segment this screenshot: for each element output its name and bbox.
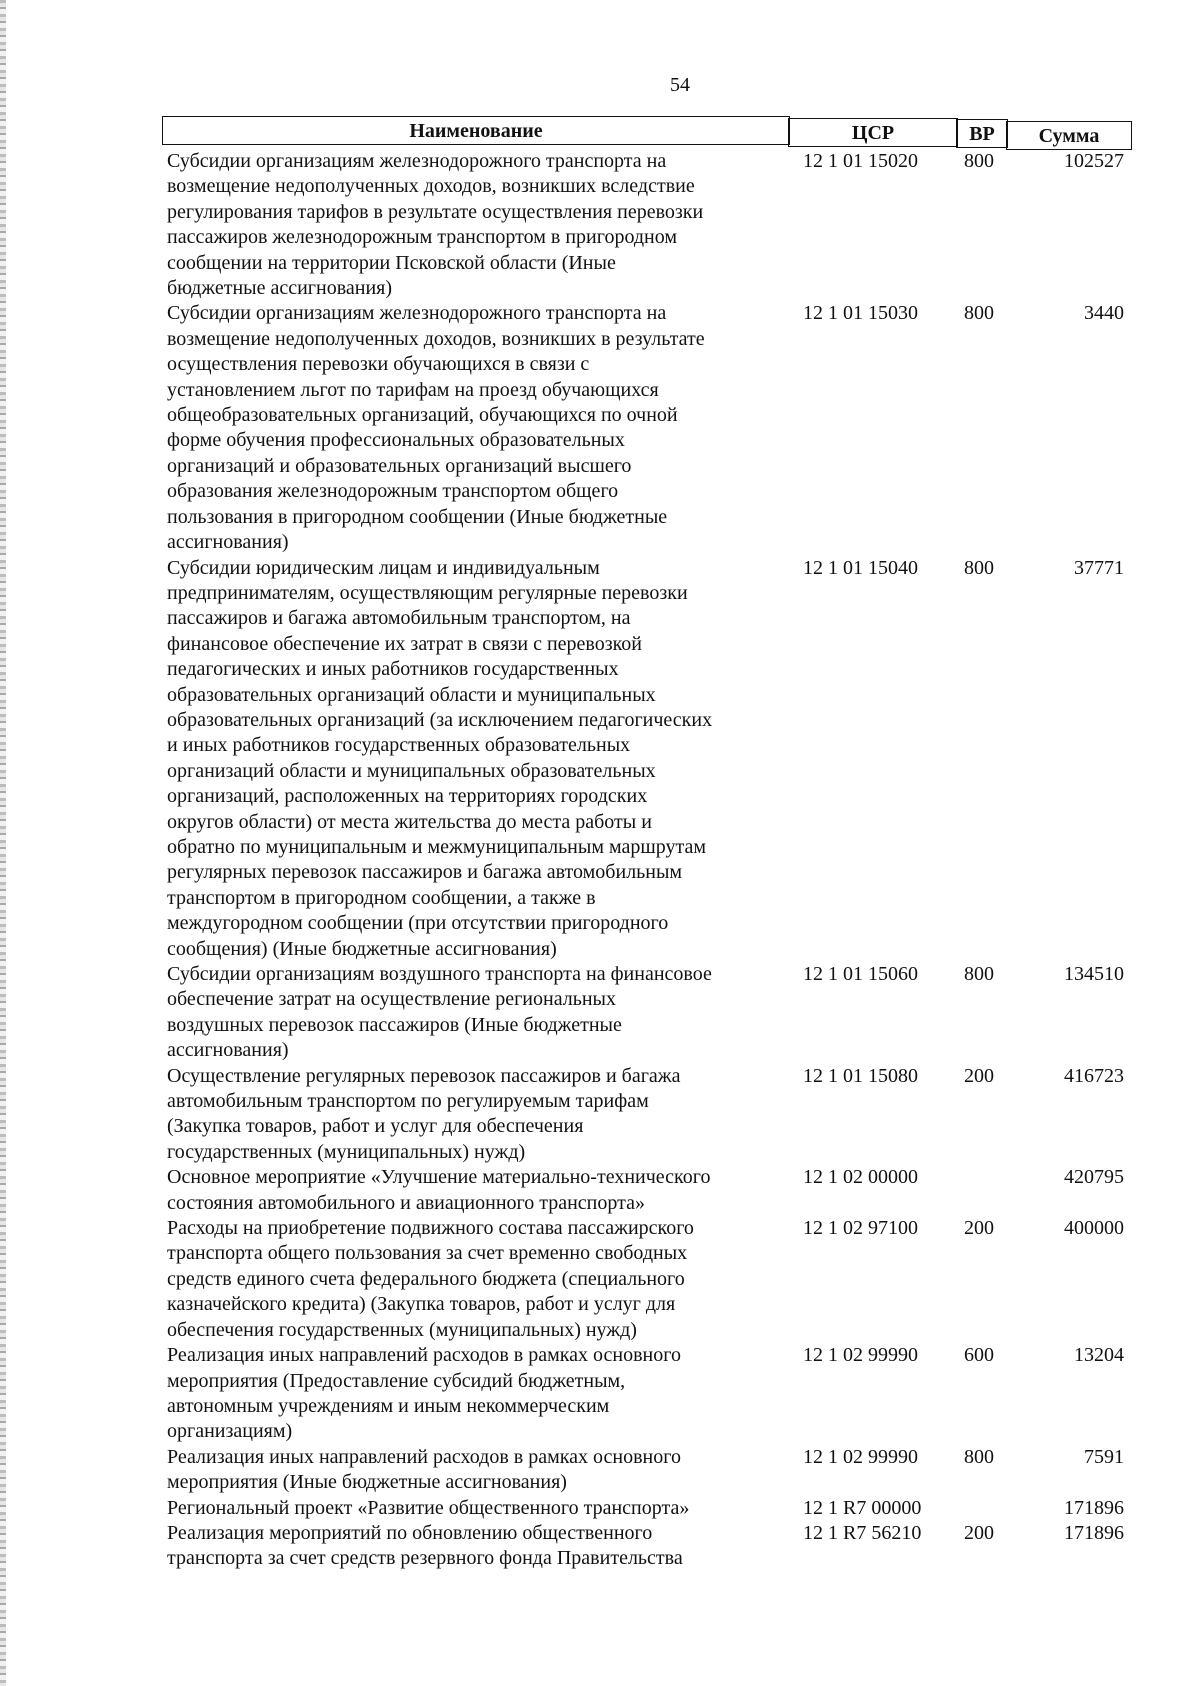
row-name-line: организаций области и муниципальных образовательных (167, 759, 656, 782)
table-row (167, 962, 1132, 1064)
row-name (167, 1064, 779, 1166)
row-sum: 7591 (1084, 1445, 1124, 1468)
row-name (167, 1165, 779, 1216)
row-name-line: осуществления перевозки обучающихся в связи с (167, 353, 590, 376)
row-name-line: Реализация иных направлений расходов в рамках основного (167, 1344, 681, 1367)
row-name-line: мероприятия (Иные бюджетные ассигнования) (167, 1471, 567, 1494)
row-sum: 134510 (1064, 963, 1124, 985)
row-name-line: пользования в пригородном сообщении (Иные бюджетные (167, 505, 668, 528)
row-csr: 12 1 02 99990 (803, 1445, 918, 1468)
row-sum: 37771 (1074, 556, 1124, 579)
row-sum: 13204 (1074, 1344, 1124, 1367)
row-name-line: округов области) от места жительства до места работы и (167, 810, 652, 833)
row-csr: 12 1 R7 00000 (803, 1496, 922, 1519)
row-name-line: ассигнования) (167, 531, 289, 554)
table-row (167, 1343, 1132, 1445)
row-csr: 12 1 01 15030 (803, 302, 918, 325)
row-sum: 420795 (1064, 1166, 1124, 1189)
table-row (167, 1216, 1132, 1343)
row-name-line: государственных (муниципальных) нужд) (167, 1140, 526, 1163)
row-name-line: обеспечение затрат на осуществление региональных (167, 988, 616, 1011)
row-vr: 600 (964, 1344, 994, 1367)
header-vr: ВР (956, 119, 1008, 148)
row-name-line: и иных работников государственных образовательных (167, 734, 631, 757)
row-name-line: организациям) (167, 1420, 293, 1443)
row-name (167, 149, 779, 301)
row-name-line: Расходы на приобретение подвижного состава пассажирского (167, 1217, 694, 1240)
table-row (167, 1445, 1132, 1496)
row-name-line: казначейского кредита) (Закупка товаров, работ и услуг для (167, 1293, 676, 1316)
page-number: 54 (670, 74, 690, 96)
row-vr: 200 (964, 1521, 994, 1544)
row-name-line: междугородном сообщении (при отсутствии пригородного (167, 912, 669, 935)
row-csr: 12 1 02 99990 (803, 1344, 918, 1367)
row-name-line: возмещение недополученных доходов, возникших вследствие (167, 175, 695, 198)
row-name (167, 301, 779, 555)
row-csr: 12 1 01 15040 (803, 556, 918, 579)
table-header (162, 116, 1132, 147)
row-csr: 12 1 01 15080 (803, 1064, 918, 1087)
scan-edge (0, 0, 6, 1686)
row-name-line: организаций, расположенных на территориях городских (167, 785, 648, 808)
row-name-line: Реализация мероприятий по обновлению общественного (167, 1521, 653, 1544)
row-csr: 12 1 01 15020 (803, 150, 918, 172)
row-name-line: образования железнодорожным транспортом общего (167, 480, 619, 503)
row-name-line: транспорта за счет средств резервного фонда Правительства (167, 1547, 683, 1570)
row-name-line: установлением льгот по тарифам на проезд обучающихся (167, 378, 659, 401)
row-name-line: педагогических и иных работников государственных (167, 658, 619, 681)
row-name-line: возмещение недополученных доходов, возникших в результате (167, 327, 705, 350)
table-row (167, 1064, 1132, 1166)
row-name-line: воздушных перевозок пассажиров (Иные бюджетные (167, 1013, 622, 1036)
row-sum: 3440 (1084, 302, 1124, 325)
table-row (167, 556, 1132, 963)
row-csr: 12 1 02 00000 (803, 1166, 918, 1189)
row-name-line: (Закупка товаров, работ и услуг для обеспечения (167, 1115, 584, 1138)
row-name-line: обратно по муниципальным и межмуниципальным маршрутам (167, 835, 707, 858)
row-name-line: Основное мероприятие «Улучшение материально-технического (167, 1166, 711, 1189)
header-csr: ЦСР (788, 118, 958, 147)
row-sum: 102527 (1064, 150, 1124, 172)
row-name (167, 962, 779, 1064)
row-name-line: форме обучения профессиональных образовательных (167, 429, 625, 452)
row-name-line: регулярных перевозок пассажиров и багажа автомобильным (167, 861, 683, 884)
row-name-line: сообщении на территории Псковской области (Иные (167, 251, 616, 274)
row-name (167, 1343, 779, 1445)
row-vr: 800 (964, 963, 994, 985)
row-sum: 171896 (1064, 1521, 1124, 1544)
row-vr: 800 (964, 1445, 994, 1468)
header-name: Наименование (162, 116, 790, 145)
row-name-line: пассажиров железнодорожным транспортом в пригородном (167, 226, 678, 249)
row-name-line: общеобразовательных организаций, обучающихся по очной (167, 404, 678, 427)
row-name-line: пассажиров и багажа автомобильным транспортом, на (167, 607, 631, 630)
row-name-line: организаций и образовательных организаций высшего (167, 454, 632, 477)
row-name-line: автомобильным транспортом по регулируемым тарифам (167, 1090, 649, 1113)
row-name (167, 1521, 779, 1572)
row-name-line: Реализация иных направлений расходов в рамках основного (167, 1445, 681, 1468)
table-body (167, 149, 1132, 1572)
table-row (167, 1521, 1132, 1572)
row-name-line: Субсидии организациям воздушного транспорта на финансовое (167, 963, 712, 985)
row-sum: 416723 (1064, 1064, 1124, 1087)
row-name-line: Субсидии юридическим лицам и индивидуальным (167, 556, 600, 579)
row-name-line: транспорта общего пользования за счет временно свободных (167, 1242, 688, 1265)
row-csr: 12 1 02 97100 (803, 1217, 918, 1240)
header-sum: Сумма (1006, 121, 1132, 150)
row-name-line: образовательных организаций области и муниципальных (167, 683, 656, 706)
row-name-line: обеспечения государственных (муниципальных) нужд) (167, 1318, 637, 1341)
row-csr: 12 1 01 15060 (803, 963, 918, 985)
table-row (167, 1165, 1132, 1216)
row-name (167, 1496, 779, 1521)
row-name-line: регулирования тарифов в результате осуществления перевозки (167, 200, 704, 223)
row-vr: 800 (964, 302, 994, 325)
row-name-line: образовательных организаций (за исключением педагогических (167, 708, 713, 731)
row-name-line: финансовое обеспечение их затрат в связи с перевозкой (167, 632, 643, 655)
table-row (167, 149, 1132, 301)
row-sum: 400000 (1064, 1217, 1124, 1240)
row-name (167, 1445, 779, 1496)
row-vr: 200 (964, 1217, 994, 1240)
row-name-line: Региональный проект «Развитие общественного транспорта» (167, 1496, 690, 1519)
table-row (167, 301, 1132, 555)
row-vr: 200 (964, 1064, 994, 1087)
row-name (167, 1216, 779, 1343)
row-name-line: Осуществление регулярных перевозок пассажиров и багажа (167, 1064, 681, 1087)
row-name-line: Субсидии организациям железнодорожного транспорта на (167, 302, 667, 325)
row-name (167, 556, 779, 963)
row-name-line: мероприятия (Предоставление субсидий бюджетным, (167, 1369, 626, 1392)
row-name-line: средств единого счета федерального бюджета (специального (167, 1267, 685, 1290)
row-name-line: бюджетные ассигнования) (167, 277, 393, 300)
row-vr: 800 (964, 150, 994, 172)
row-name-line: Субсидии организациям железнодорожного транспорта на (167, 150, 667, 172)
row-name-line: автономным учреждениям и иным некоммерческим (167, 1394, 610, 1417)
row-name-line: ассигнования) (167, 1039, 289, 1062)
row-name-line: транспортом в пригородном сообщении, а также в (167, 886, 596, 909)
row-name-line: сообщения) (Иные бюджетные ассигнования) (167, 937, 557, 960)
row-name-line: состояния автомобильного и авиационного транспорта» (167, 1191, 645, 1214)
row-name-line: предпринимателям, осуществляющим регулярные перевозки (167, 581, 688, 604)
table-row (167, 1496, 1132, 1521)
row-csr: 12 1 R7 56210 (803, 1521, 922, 1544)
row-sum: 171896 (1064, 1496, 1124, 1519)
row-vr: 800 (964, 556, 994, 579)
